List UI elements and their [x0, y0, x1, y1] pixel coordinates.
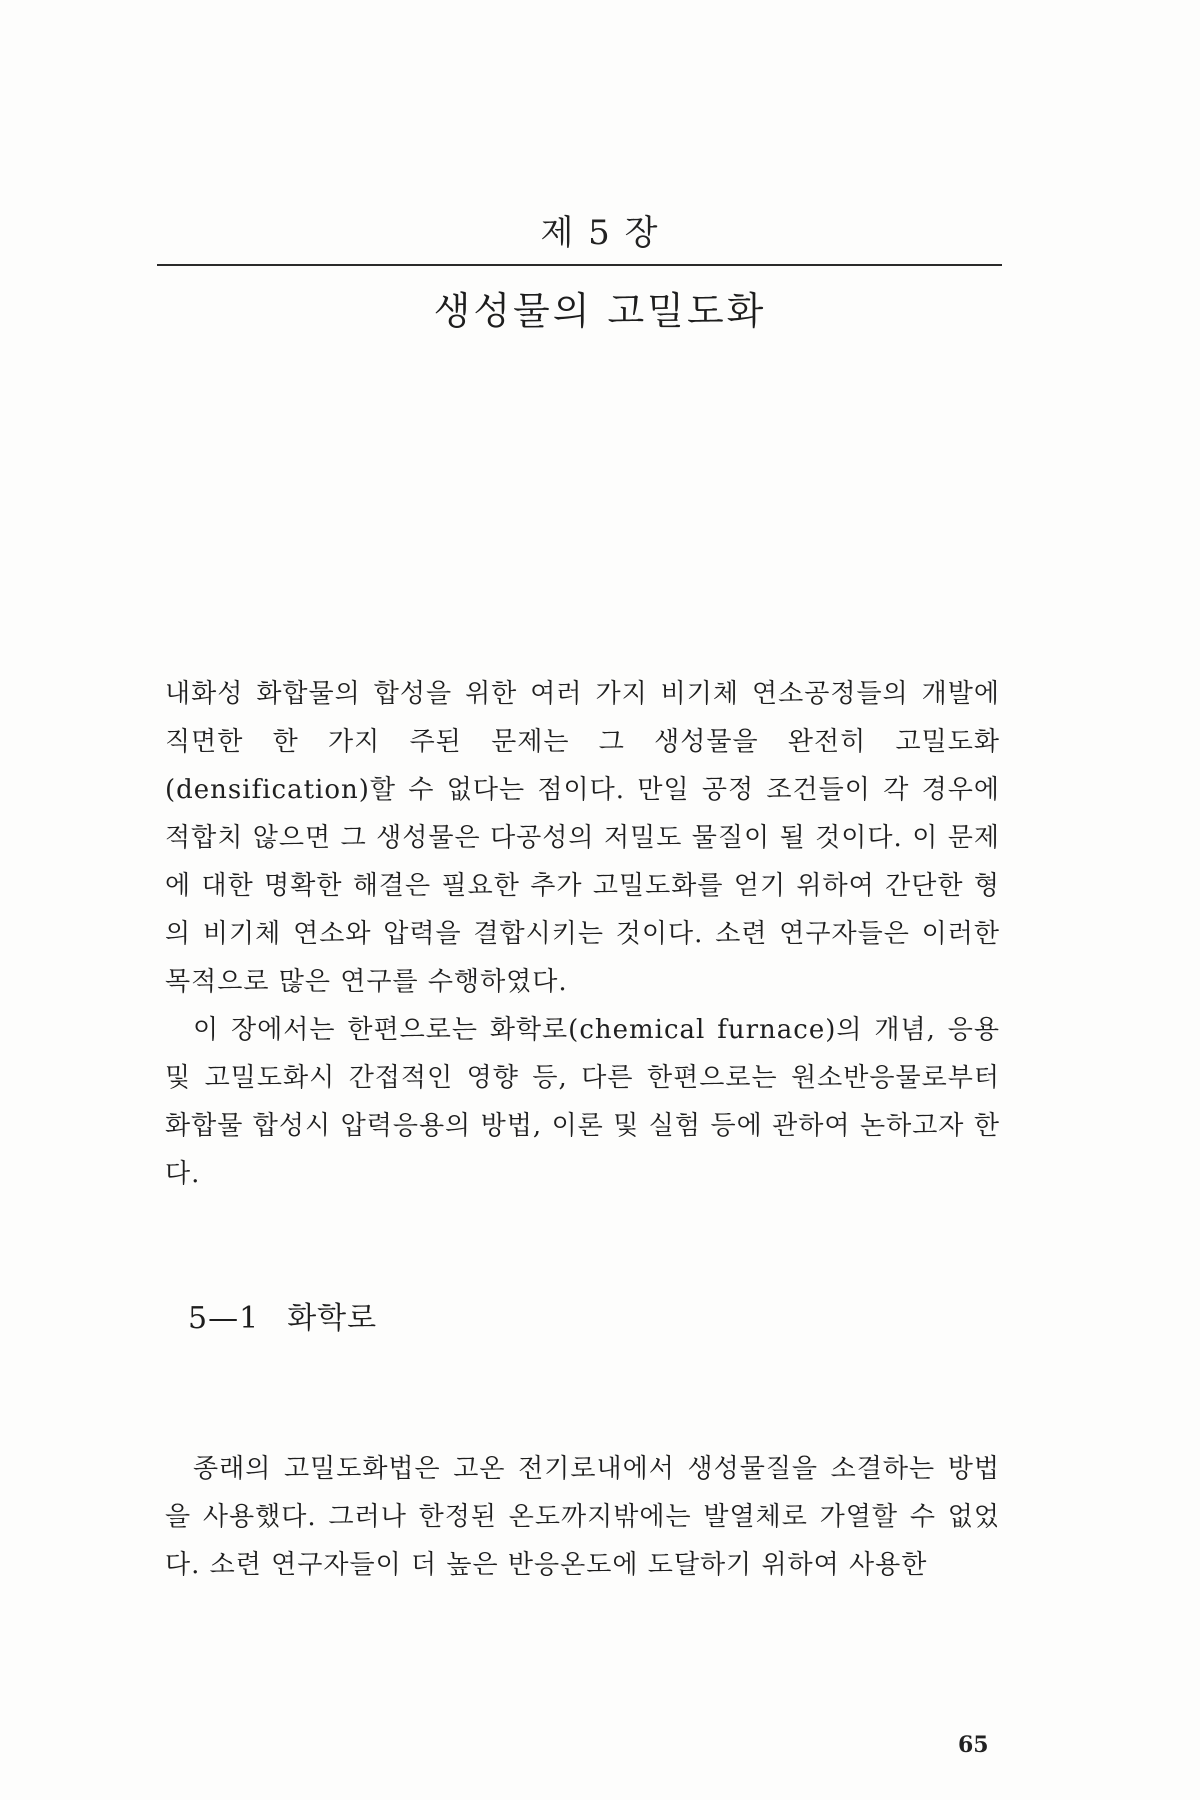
section-title: 화학로 — [287, 1301, 378, 1336]
chapter-label: 제 5 장 — [540, 213, 660, 253]
intro-paragraph: 내화성 화합물의 합성을 위한 여러 가지 비기체 연소공정들의 개발에 직면한 한 가지 주된 문제는 그 생성물을 완전히 고밀도화(densification)할 수 없다는 점이다. 만일 공정 조건들이 각 경우에 적합치 않으면 그 생성물은 다공성의 저밀도 물질이 될 것이다. 이 문제에 대한 명확한 해결은 필요한 추가 고밀도화를 얻기 위하여 간단한 형의 비기체 연소와 압력을 결합시키는 것이다. 소련 연구자들은 이러한 목적으로 많은 연구를 수행하였다. — [165, 679, 1000, 997]
page-number: 65 — [958, 1732, 989, 1758]
section-paragraph: 종래의 고밀도화법은 고온 전기로내에서 생성물질을 소결하는 방법을 사용했다. 그러나 한정된 온도까지밖에는 발열체로 가열할 수 없었다. 소련 연구자들이 더 높은 반응온도에 도달하기 위하여 사용한 — [165, 1454, 1000, 1580]
chapter-divider — [157, 264, 1002, 266]
chapter-title: 생성물의 고밀도화 — [433, 289, 767, 333]
section-heading — [188, 1293, 377, 1337]
intro-paragraph-second: 이 장에서는 한편으로는 화학로(chemical furnace)의 개념, 응용 및 고밀도화시 간접적인 영향 등, 다른 한편으로는 원소반응물로부터 화합물 합성시 압력응용의 방법, 이론 및 실험 등에 관하여 논하고자 한다. — [165, 1015, 1000, 1189]
section-number: 5—1 — [188, 1301, 260, 1336]
